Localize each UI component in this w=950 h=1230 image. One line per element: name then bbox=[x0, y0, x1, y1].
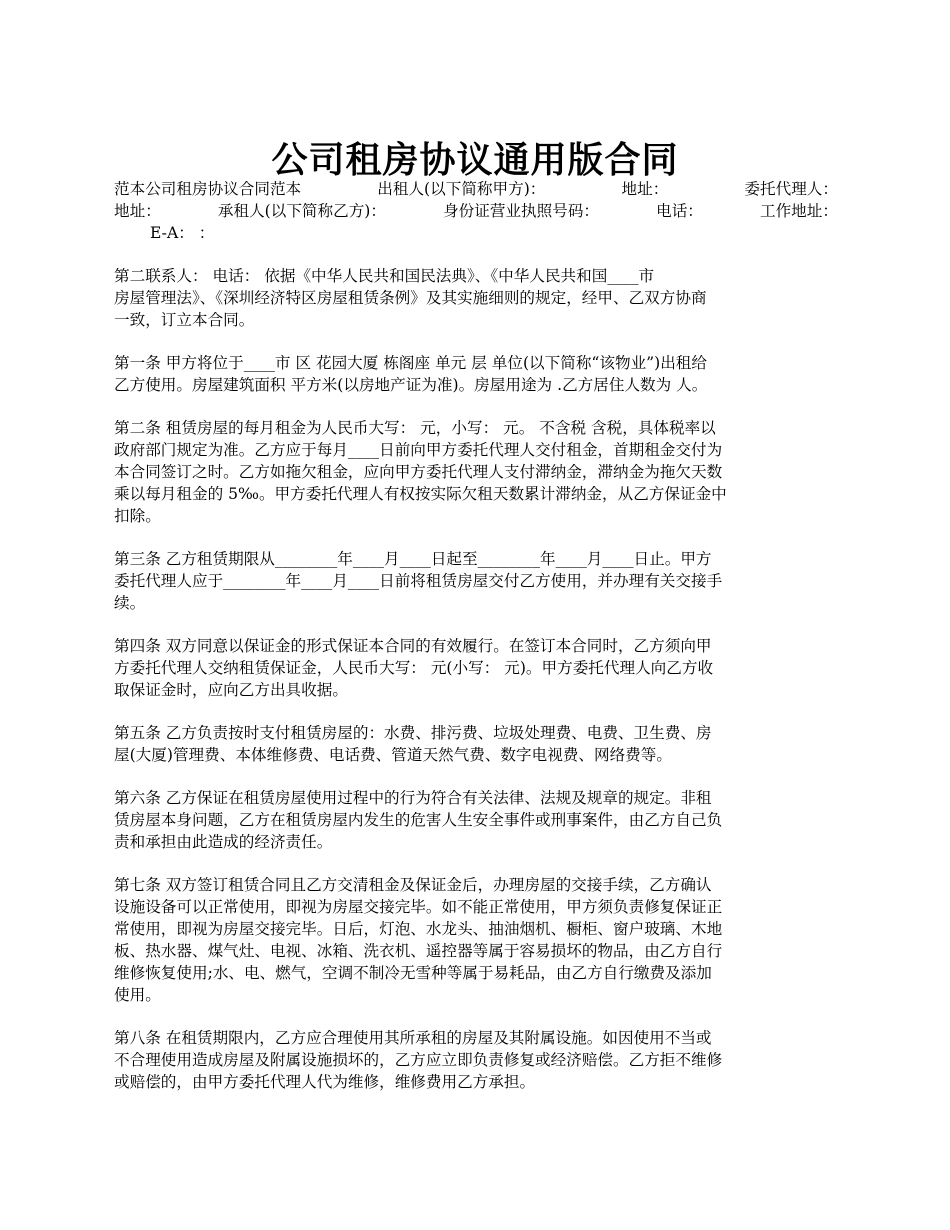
intro-text: 范本公司租房协议合同范本 bbox=[114, 180, 302, 198]
paragraph-line: 乘以每月租金的 5‰。甲方委托代理人有权按实际欠租天数累计滞纳金，从乙方保证金中 bbox=[114, 485, 727, 503]
paragraph-line: 赁房屋本身问题，乙方在租赁房屋内发生的危害人生安全事件或刑事案件，由乙方自己负 bbox=[114, 811, 723, 829]
paragraph-line: 房屋管理法》、《深圳经济特区房屋租赁条例》及其实施细则的规定，经甲、乙双方协商 bbox=[114, 289, 707, 307]
intro-text: 承租人(以下简称乙方)： bbox=[217, 202, 386, 220]
paragraph-line: 本合同签订之时。乙方如拖欠租金，应向甲方委托代理人支付滞纳金，滞纳金为拖欠天数 bbox=[114, 463, 723, 481]
document-body bbox=[114, 178, 838, 1114]
paragraph-line: 第三条 乙方租赁期限从________年____月____日起至________年____月____日止。甲方 bbox=[114, 550, 712, 568]
paragraph-line: 取保证金时，应向乙方出具收据。 bbox=[114, 681, 348, 699]
paragraph-line: 或赔偿的，由甲方委托代理人代为维修，维修费用乙方承担。 bbox=[114, 1073, 536, 1091]
paragraph-line: 使用。 bbox=[114, 986, 161, 1004]
paragraph-line: 政府部门规定为准。乙方应于每月____日前向甲方委托代理人交付租金，首期租金交付为 bbox=[114, 441, 723, 459]
paragraph-line: 第七条 双方签订租赁合同且乙方交清租金及保证金后，办理房屋的交接手续，乙方确认 bbox=[114, 876, 712, 894]
paragraph-line: 第二条 租赁房屋的每月租金为人民币大写： 元，小写： 元。 不含税 含税，具体税率以 bbox=[114, 419, 716, 437]
paragraph-line: 续。 bbox=[114, 594, 146, 612]
paragraph-article-5 bbox=[114, 722, 838, 766]
intro-text: 身份证营业执照号码： bbox=[443, 202, 600, 220]
paragraph-line: 板、热水器、煤气灶、电视、冰箱、洗衣机、遥控器等属于容易损坏的物品，由乙方自行 bbox=[114, 942, 723, 960]
intro-line-1 bbox=[114, 178, 838, 200]
paragraph-article-7 bbox=[114, 874, 838, 1006]
intro-text: 电话： bbox=[656, 202, 703, 220]
intro-line-3 bbox=[114, 222, 838, 244]
paragraph-list bbox=[114, 265, 838, 1093]
intro-text: E-A： ： bbox=[150, 224, 215, 242]
intro-text: 委托代理人： bbox=[744, 180, 838, 198]
paragraph-line: 第五条 乙方负责按时支付租赁房屋的：水费、排污费、垃圾处理费、电费、卫生费、房 bbox=[114, 724, 712, 742]
paragraph-line: 第八条 在租赁期限内，乙方应合理使用其所承租的房屋及其附属设施。如因使用不当或 bbox=[114, 1029, 712, 1047]
paragraph-article-2 bbox=[114, 417, 838, 527]
paragraph-line: 第四条 双方同意以保证金的形式保证本合同的有效履行。在签订本合同时，乙方须向甲 bbox=[114, 637, 712, 655]
paragraph-line: 乙方使用。房屋建筑面积 平方米(以房地产证为准)。房屋用途为 .乙方居住人数为 人。 bbox=[114, 376, 708, 394]
paragraph-line: 维修恢复使用;水、电、燃气，空调不制冷无雪种等属于易耗品，由乙方自行缴费及添加 bbox=[114, 964, 712, 982]
paragraph-line: 方委托代理人交纳租赁保证金，人民币大写： 元(小写： 元)。甲方委托代理人向乙方收 bbox=[114, 659, 714, 677]
paragraph-line: 第六条 乙方保证在租赁房屋使用过程中的行为符合有关法律、法规及规章的规定。非租 bbox=[114, 789, 712, 807]
paragraph-line: 常使用，即视为房屋交接完毕。日后，灯泡、水龙头、抽油烟机、橱柜、窗户玻璃、木地 bbox=[114, 920, 723, 938]
paragraph-line: 第一条 甲方将位于____市 区 花园大厦 栋阁座 单元 层 单位(以下简称“该物业”)出租给 bbox=[114, 354, 707, 372]
paragraph-line: 第二联系人： 电话： 依据《中华人民共和国民法典》、《中华人民共和国____市 bbox=[114, 267, 655, 285]
paragraph-contact bbox=[114, 265, 838, 331]
paragraph-article-4 bbox=[114, 635, 838, 701]
paragraph-line: 委托代理人应于________年____月____日前将租赁房屋交付乙方使用，并办理有关交接手 bbox=[114, 572, 723, 590]
document-title: 公司租房协议通用版合同 bbox=[271, 139, 679, 182]
paragraph-line: 设施设备可以正常使用，即视为房屋交接完毕。如不能正常使用，甲方须负责修复保证正 bbox=[114, 898, 723, 916]
paragraph-article-3 bbox=[114, 548, 838, 614]
intro-text: 工作地址： bbox=[759, 202, 838, 220]
intro-text: 出租人(以下简称甲方)： bbox=[377, 180, 546, 198]
paragraph-line: 不合理使用造成房屋及附属设施损坏的，乙方应立即负责修复或经济赔偿。乙方拒不维修 bbox=[114, 1051, 723, 1069]
paragraph-line: 扣除。 bbox=[114, 507, 161, 525]
intro-paragraph bbox=[114, 178, 838, 244]
intro-line-2 bbox=[114, 200, 838, 222]
paragraph-article-6 bbox=[114, 787, 838, 853]
paragraph-article-1 bbox=[114, 352, 838, 396]
intro-text: 地址： bbox=[114, 202, 161, 220]
paragraph-article-8 bbox=[114, 1027, 838, 1093]
paragraph-line: 屋(大厦)管理费、本体维修费、电话费、管道天然气费、数字电视费、网络费等。 bbox=[114, 746, 672, 764]
paragraph-line: 一致，订立本合同。 bbox=[114, 311, 255, 329]
intro-text: 地址： bbox=[621, 180, 669, 198]
paragraph-line: 责和承担由此造成的经济责任。 bbox=[114, 833, 333, 851]
